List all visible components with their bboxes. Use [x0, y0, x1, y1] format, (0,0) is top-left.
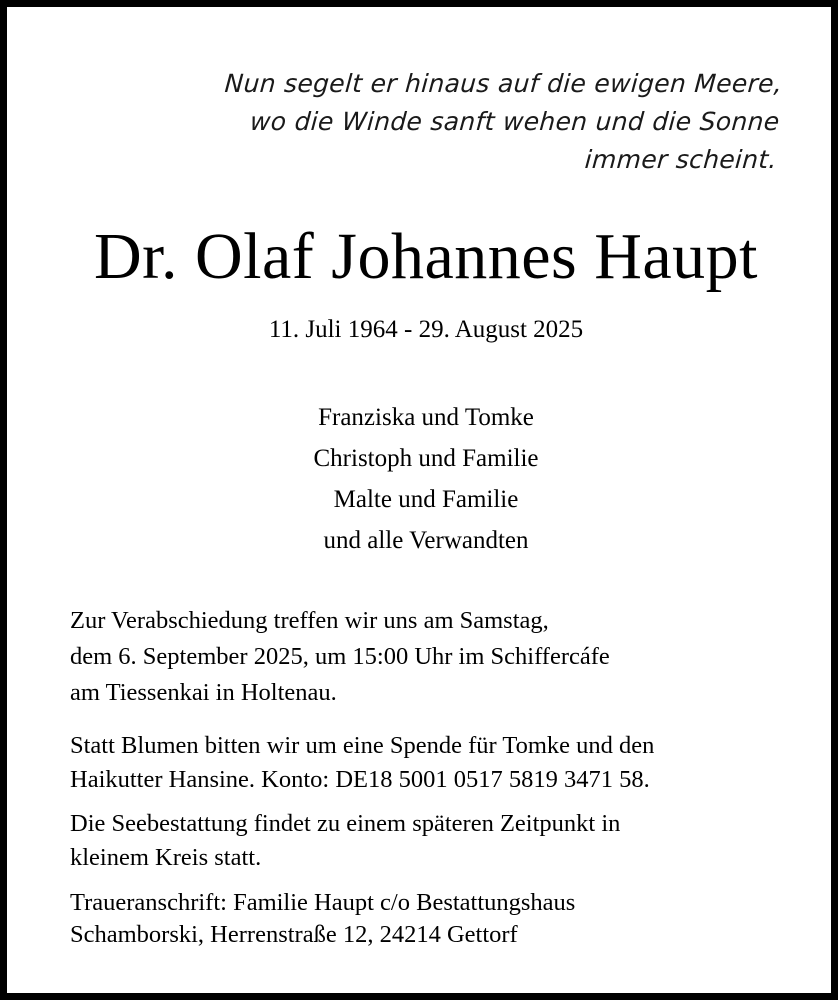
address-line: Traueranschrift: Familie Haupt c/o Bestattungshaus	[70, 889, 576, 916]
address-line: Schamborski, Herrenstraße 12, 24214 Gettorf	[70, 921, 518, 948]
motto-quote	[218, 65, 783, 179]
mourner-line: Malte und Familie	[333, 486, 519, 513]
mourner-line: Franziska und Tomke	[318, 404, 534, 431]
burial-line: Die Seebestattung findet zu einem späteren Zeitpunkt in	[70, 810, 621, 837]
farewell-paragraph	[70, 603, 810, 711]
life-dates: 11. Juli 1964 - 29. August 2025	[268, 316, 584, 343]
donation-paragraph	[70, 729, 810, 797]
deceased-name: Dr. Olaf Johannes Haupt	[93, 220, 759, 293]
donation-line: Haikutter Hansine. Konto: DE18 5001 0517 5819 3471 58.	[70, 766, 650, 793]
motto-line: immer scheint.	[583, 145, 778, 174]
donation-line: Statt Blumen bitten wir um eine Spende für Tomke und den	[70, 732, 655, 759]
burial-paragraph	[70, 807, 810, 875]
farewell-line: am Tiessenkai in Holtenau.	[70, 679, 337, 706]
farewell-line: dem 6. September 2025, um 15:00 Uhr im Schiffercáfe	[70, 643, 610, 670]
farewell-line: Zur Verabschiedung treffen wir uns am Samstag,	[70, 607, 549, 634]
motto-line: wo die Winde sanft wehen und die Sonne	[248, 107, 781, 136]
motto-line: Nun segelt er hinaus auf die ewigen Meere,	[223, 69, 783, 98]
mourning-address	[70, 887, 810, 951]
burial-line: kleinem Kreis statt.	[70, 844, 262, 871]
mourner-line: und alle Verwandten	[323, 527, 529, 554]
mourners-list	[7, 397, 838, 561]
mourner-line: Christoph und Familie	[313, 445, 539, 472]
